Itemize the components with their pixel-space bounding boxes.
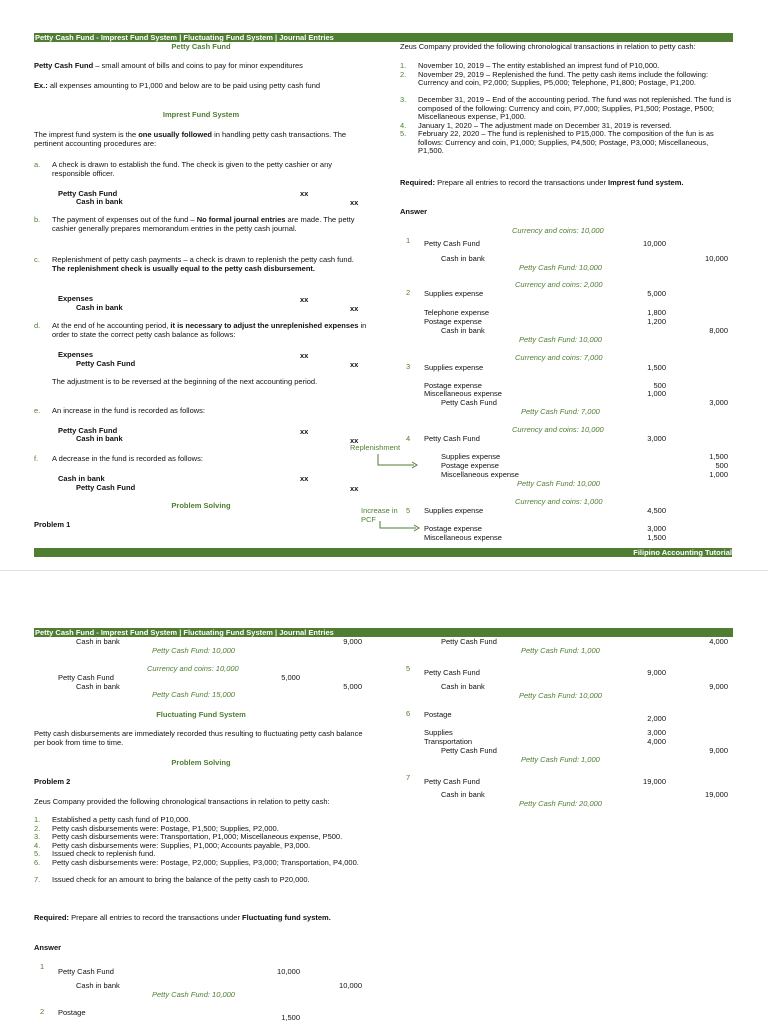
memo-note: Petty Cash Fund: 7,000	[521, 407, 600, 416]
journal-amount: xx	[300, 427, 309, 436]
list-number: 1.	[34, 815, 41, 824]
memo-note: Petty Cash Fund: 10,000	[519, 691, 602, 700]
example-term: Ex.:	[34, 81, 48, 90]
journal-amount: 1,000	[647, 389, 666, 398]
journal-debit: Postage	[424, 710, 452, 719]
journal-debit: Petty Cash Fund	[58, 426, 118, 435]
entry-number: 4	[406, 434, 411, 443]
list-marker: c.	[34, 255, 40, 264]
journal-amount: 4,000	[647, 737, 666, 746]
journal-credit: Cash in bank	[76, 197, 123, 206]
journal-credit: Cash in bank	[76, 682, 120, 691]
text-run: in order to state the correct petty cash balance as follows:	[52, 321, 367, 339]
definition-paragraph	[34, 62, 368, 71]
list-text: A check is drawn to establish the fund. The check is given to the petty cashier or any responsible officer.	[52, 160, 333, 178]
list-marker: b.	[34, 215, 41, 224]
memo-note: Currency and coins: 10,000	[512, 425, 604, 434]
memo-note: Currency and coins: 10,000	[512, 226, 604, 235]
journal-credit: Petty Cash Fund	[76, 359, 136, 368]
text-run-bold: Imprest fund system.	[608, 178, 684, 187]
journal-amount: 10,000	[339, 981, 362, 990]
list-item: Established a petty cash fund of P10,000.	[52, 815, 191, 824]
journal-amount: 500	[653, 381, 666, 390]
definition-text: – small amount of bills and coins to pay for minor expenditures	[93, 61, 303, 70]
memo-note: Petty Cash Fund: 10,000	[517, 479, 600, 488]
problem-title: Problem 1	[34, 520, 71, 529]
journal-amount: 2,000	[647, 714, 666, 723]
section-heading: Problem Solving	[171, 501, 231, 510]
journal-debit: Postage	[58, 1008, 86, 1017]
journal-debit: Telephone expense	[424, 308, 490, 317]
entry-number: 1	[406, 236, 411, 245]
journal-amount: xx	[300, 351, 309, 360]
problem-intro: Zeus Company provided the following chronological transactions in relation to petty cash:	[400, 42, 696, 51]
journal-debit: Supplies expense	[424, 289, 484, 298]
imprest-paragraph	[34, 131, 368, 148]
journal-debit: Petty Cash Fund	[58, 967, 114, 976]
journal-amount: 9,000	[343, 637, 362, 646]
journal-amount: 1,500	[709, 452, 728, 461]
journal-amount: xx	[350, 198, 359, 207]
example-text: all expenses amounting to P1,000 and below are to be paid using petty cash fund	[47, 81, 321, 90]
list-item: December 31, 2019 – End of the accounting period. The fund was not replenished. The fund is composed of the following: Currency and coin, P7,000; Supplies, P1,500; Postage, P500; Miscellaneous expense, P1,000.	[418, 95, 732, 121]
journal-credit: Postage expense	[441, 461, 499, 470]
journal-amount: xx	[350, 360, 359, 369]
journal-debit: Petty Cash Fund	[424, 434, 480, 443]
journal-amount: 5,000	[281, 673, 300, 682]
journal-amount: 500	[715, 461, 728, 470]
list-number: 2.	[400, 69, 407, 79]
side-label-increase: Increase in PCF	[361, 506, 398, 524]
list-marker: e.	[34, 406, 41, 415]
memo-note: Currency and coins: 1,000	[515, 497, 603, 506]
journal-credit: Miscellaneous expense	[441, 470, 519, 479]
journal-amount: 9,000	[709, 746, 728, 755]
journal-credit: Petty Cash Fund	[441, 398, 497, 407]
journal-credit: Petty Cash Fund	[76, 483, 136, 492]
fluctuating-paragraph: Petty cash disbursements are immediately recorded thus resulting to fluctuating petty cash balance per book from time to time.	[34, 729, 363, 747]
list-number: 2.	[34, 823, 41, 833]
journal-amount: 10,000	[277, 967, 300, 976]
problem-intro: Zeus Company provided the following chronological transactions in relation to petty cash:	[34, 797, 330, 806]
memo-note: Petty Cash Fund: 1,000	[521, 646, 600, 655]
list-text	[52, 322, 368, 339]
section-heading: Petty Cash Fund	[171, 42, 231, 51]
journal-amount: 8,000	[709, 326, 728, 335]
journal-credit: Cash in bank	[441, 254, 485, 263]
list-item: February 22, 2020 – The fund is replenished to P15,000. The composition of the fun is as follows: Currency and coin, P1,000; Supplies, P4,500; Postage, P3,000; Miscellaneous, P1,500.	[418, 129, 714, 155]
required-paragraph	[400, 179, 732, 188]
list-number: 4.	[34, 840, 41, 850]
list-marker: f.	[34, 454, 39, 463]
journal-credit: Cash in bank	[441, 790, 485, 799]
journal-debit: Petty Cash Fund	[424, 239, 480, 248]
section-heading: Problem Solving	[171, 758, 231, 767]
journal-amount: 4,000	[709, 637, 728, 646]
journal-amount: xx	[300, 295, 309, 304]
list-item: Issued check to replenish fund.	[52, 849, 156, 858]
memo-note: Currency and coins: 2,000	[515, 280, 603, 289]
entry-number: 7	[406, 773, 411, 782]
entry-number: 6	[406, 709, 411, 718]
memo-note: Petty Cash Fund: 10,000	[152, 990, 235, 999]
journal-amount: 9,000	[647, 668, 666, 677]
journal-amount: xx	[300, 474, 309, 483]
text-run: Prepare all entries to record the transactions under	[435, 178, 609, 187]
journal-credit: Cash in bank	[441, 326, 485, 335]
definition-term: Petty Cash Fund	[34, 61, 94, 70]
text-run: The payment of expenses out of the fund –	[52, 215, 197, 224]
list-text	[52, 256, 368, 273]
journal-amount: 19,000	[705, 790, 728, 799]
entry-number: 2	[406, 288, 411, 297]
journal-amount: 4,500	[647, 506, 666, 515]
text-run-bold: Required:	[400, 178, 436, 187]
arrow-icon	[378, 520, 422, 534]
problem-title: Problem 2	[34, 777, 71, 786]
list-number: 3.	[34, 832, 41, 841]
list-number: 7.	[34, 874, 41, 884]
journal-amount: 19,000	[643, 777, 666, 786]
list-item: November 10, 2019 – The entity established an imprest fund of P10,000.	[418, 61, 660, 70]
journal-amount: 1,000	[709, 470, 728, 479]
memo-note: Petty Cash Fund: 10,000	[519, 263, 602, 272]
journal-debit: Cash in bank	[58, 474, 105, 483]
journal-debit: Miscellaneous expense	[424, 533, 502, 542]
journal-amount: xx	[350, 436, 359, 445]
section-heading: Fluctuating Fund System	[156, 710, 246, 719]
entry-number: 5	[406, 664, 411, 673]
journal-debit: Supplies expense	[424, 506, 484, 515]
list-marker: a.	[34, 160, 41, 169]
text-run: are made. The petty cashier generally prepares memorandum entries in the petty cash journal.	[52, 215, 355, 233]
journal-credit: Cash in bank	[76, 303, 123, 312]
journal-debit: Miscellaneous expense	[424, 389, 502, 398]
journal-amount: 3,000	[647, 728, 666, 737]
journal-credit: Cash in bank	[76, 434, 123, 443]
journal-credit: Cash in bank	[76, 981, 120, 990]
journal-amount: 9,000	[709, 682, 728, 691]
text-run-bold: one usually followed	[138, 130, 212, 139]
text-run-bold: Required:	[34, 913, 70, 922]
memo-note: Petty Cash Fund: 10,000	[152, 646, 235, 655]
journal-amount: 1,200	[647, 317, 666, 326]
journal-debit: Postage expense	[424, 317, 482, 326]
journal-amount: 1,500	[647, 363, 666, 372]
journal-amount: 5,000	[647, 289, 666, 298]
text-run-bold: Fluctuating fund system.	[242, 913, 331, 922]
list-text: An increase in the fund is recorded as follows:	[52, 406, 205, 415]
journal-debit: Supplies	[424, 728, 453, 737]
journal-debit: Petty Cash Fund	[58, 189, 118, 198]
list-number: 6.	[34, 857, 41, 867]
entry-number: 1	[40, 962, 45, 971]
text-run-bold: it is necessary to adjust the unreplenished expenses	[170, 321, 359, 330]
journal-amount: xx	[350, 304, 359, 313]
journal-debit: Postage expense	[424, 524, 482, 533]
memo-note: Petty Cash Fund: 1,000	[521, 755, 600, 764]
journal-amount: 3,000	[709, 398, 728, 407]
journal-amount: 5,000	[343, 682, 362, 691]
list-item: Petty cash disbursements were: Postage, P2,000; Supplies, P3,000; Transportation, P4,000.	[52, 857, 359, 867]
journal-amount: 1,500	[281, 1013, 300, 1022]
list-number: 1.	[400, 61, 407, 70]
journal-credit: Petty Cash Fund	[441, 746, 497, 755]
journal-credit: Supplies expense	[441, 452, 501, 461]
journal-amount: 1,500	[647, 533, 666, 542]
journal-amount: 3,000	[647, 434, 666, 443]
page-footer-bar: Filipino Accounting Tutorial	[34, 548, 732, 557]
answer-label: Answer	[400, 207, 428, 216]
journal-amount: xx	[350, 484, 359, 493]
list-item: November 29, 2019 – Replenished the fund. The petty cash items include the following: Currency and coin, P2,000; Supplies, P5,000; Telephone, P1,800; Postage, P1,200.	[418, 69, 709, 87]
document-page-2	[0, 570, 768, 1025]
journal-amount: 3,000	[647, 524, 666, 533]
required-paragraph	[34, 914, 368, 923]
journal-credit: Cash in bank	[76, 637, 120, 646]
memo-note: Currency and coins: 7,000	[515, 353, 603, 362]
adjustment-note: The adjustment is to be reversed at the beginning of the next accounting period.	[52, 377, 318, 386]
entry-number: 2	[40, 1007, 45, 1016]
entry-number: 5	[406, 506, 411, 515]
journal-debit: Petty Cash Fund	[58, 673, 114, 682]
list-item: Petty cash disbursements were: Supplies, P1,000; Accounts payable, P3,000.	[52, 840, 311, 850]
list-item: Petty cash disbursements were: Postage, P1,500; Supplies, P2,000.	[52, 823, 279, 833]
list-item: Petty cash disbursements were: Transportation, P1,000; Miscellaneous expense, P500.	[52, 832, 343, 841]
journal-debit: Transportation	[424, 737, 473, 746]
example-paragraph	[34, 82, 368, 91]
memo-note: Petty Cash Fund: 10,000	[519, 335, 602, 344]
journal-amount: 10,000	[643, 239, 666, 248]
side-label-replenishment: Replenishment	[350, 443, 401, 452]
text-run: Prepare all entries to record the transactions under	[69, 913, 243, 922]
list-marker: d.	[34, 321, 41, 330]
section-heading: Imprest Fund System	[162, 110, 240, 119]
text-run-bold: No formal journal entries	[196, 215, 286, 224]
text-run: Replenishment of petty cash payments – a check is drawn to replenish the petty cash fund.	[52, 255, 354, 264]
journal-debit: Expenses	[58, 350, 94, 359]
list-item: Issued check for an amount to bring the balance of the petty cash to P20,000.	[52, 874, 310, 884]
text-run: At the end of he accounting period,	[52, 321, 171, 330]
list-item: January 1, 2020 – The adjustment made on December 31, 2019 is reversed.	[418, 120, 672, 130]
journal-debit: Expenses	[58, 294, 94, 303]
journal-credit: Cash in bank	[441, 682, 485, 691]
journal-debit: Petty Cash Fund	[424, 668, 480, 677]
answer-label: Answer	[34, 943, 62, 952]
text-run: The imprest fund system is the	[34, 130, 139, 139]
list-number: 3.	[400, 95, 407, 104]
journal-amount: 1,800	[647, 308, 666, 317]
memo-note: Petty Cash Fund: 15,000	[152, 690, 235, 699]
list-number: 5.	[400, 129, 407, 138]
arrow-icon	[376, 453, 420, 469]
list-text	[52, 216, 368, 233]
list-text: A decrease in the fund is recorded as follows:	[52, 454, 203, 463]
journal-credit: Petty Cash Fund	[441, 637, 497, 646]
journal-debit: Postage expense	[424, 381, 482, 390]
journal-debit: Supplies expense	[424, 363, 484, 372]
journal-debit: Petty Cash Fund	[424, 777, 480, 786]
text-run: in handling petty cash transactions. The pertinent accounting procedures are:	[34, 130, 347, 148]
memo-note: Petty Cash Fund: 20,000	[519, 799, 602, 808]
journal-amount: xx	[300, 189, 309, 198]
text-run-bold: The replenishment check is usually equal to the petty cash disbursement.	[52, 263, 315, 273]
list-number: 5.	[34, 849, 41, 858]
journal-amount: 10,000	[705, 254, 728, 263]
entry-number: 3	[406, 362, 411, 371]
memo-note: Currency and coins: 10,000	[147, 664, 239, 673]
page-header-bar: Petty Cash Fund - Imprest Fund System | Fluctuating Fund System | Journal Entries	[34, 628, 733, 637]
page-header-bar: Petty Cash Fund - Imprest Fund System | Fluctuating Fund System | Journal Entries	[34, 33, 733, 42]
list-number: 4.	[400, 120, 407, 130]
